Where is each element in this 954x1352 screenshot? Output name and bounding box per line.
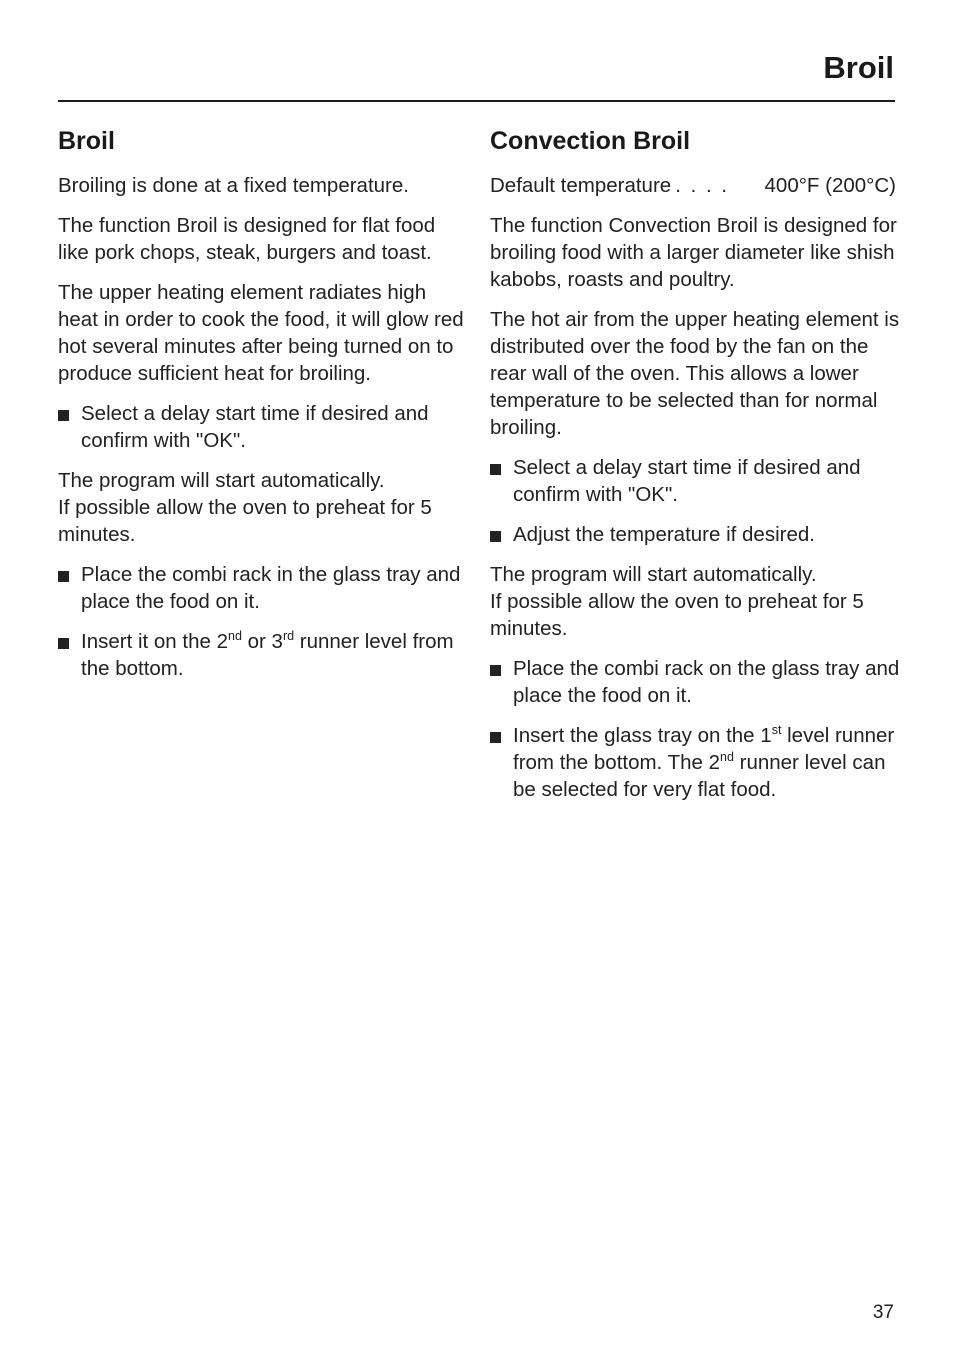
convection-broil-heading: Convection Broil <box>490 127 691 155</box>
broil-intro: Broiling is done at a fixed temperature. <box>58 174 409 197</box>
bullet-square-icon <box>58 571 69 582</box>
text-part: runner level from the bottom. <box>81 630 454 680</box>
leader-dots: . . . . <box>675 174 730 197</box>
default-temperature-value: 400°F (200°C) <box>764 174 896 197</box>
default-temperature-label: Default temperature <box>490 174 672 197</box>
program-start-text: The program will start automatically. <box>58 469 385 492</box>
text-part: Insert it on the 2 <box>81 630 229 653</box>
ordinal-suffix: nd <box>228 629 242 643</box>
bullet-text: Select a delay start time if desired and confirm with "OK". <box>81 402 429 452</box>
bullet-text <box>513 724 894 801</box>
page-header-title: Broil <box>823 50 894 85</box>
bullet-text: Place the combi rack on the glass tray and place the food on it. <box>513 657 900 707</box>
bullet-square-icon <box>490 665 501 676</box>
program-start-text: The program will start automatically. <box>490 563 817 586</box>
header-divider <box>58 100 895 102</box>
text-part: Insert the glass tray on the 1 <box>513 724 772 747</box>
broil-step-place-rack <box>58 561 468 615</box>
ordinal-suffix: rd <box>282 629 295 643</box>
bullet-text: Place the combi rack in the glass tray and place the food on it. <box>81 563 461 613</box>
preheat-text: If possible allow the oven to preheat for 5 minutes. <box>490 590 864 640</box>
ordinal-suffix: nd <box>720 750 734 764</box>
convection-step-adjust-temp <box>490 521 900 548</box>
default-temperature-line <box>490 172 896 199</box>
broil-section <box>58 123 468 695</box>
broil-program-note <box>58 467 468 548</box>
broil-description: The function Broil is designed for flat food like pork chops, steak, burgers and toast. <box>58 214 436 264</box>
text-part: or 3 <box>241 630 283 653</box>
bullet-square-icon <box>58 410 69 421</box>
bullet-square-icon <box>490 464 501 475</box>
convection-broil-description: The function Convection Broil is designed for broiling food with a larger diameter like shish kabobs, roasts and poultry. <box>490 214 897 291</box>
convection-hot-air-description: The hot air from the upper heating element is distributed over the food by the fan on the rear wall of the oven. This allows a lower temperature to be selected than for normal broiling. <box>490 308 900 439</box>
broil-heating-description: The upper heating element radiates high heat in order to cook the food, it will glow red hot several minutes after being turned on to produce sufficient heat for broiling. <box>58 281 464 385</box>
ordinal-suffix: st <box>771 723 782 737</box>
bullet-square-icon <box>58 638 69 649</box>
convection-step-place-rack <box>490 655 900 709</box>
bullet-square-icon <box>490 531 501 542</box>
convection-step-delay-start <box>490 454 900 508</box>
page-number: 37 <box>872 1302 894 1323</box>
bullet-text <box>81 630 454 680</box>
broil-heading: Broil <box>58 127 115 155</box>
convection-step-insert-level <box>490 722 900 803</box>
broil-step-insert-level <box>58 628 468 682</box>
bullet-square-icon <box>490 732 501 743</box>
bullet-text: Adjust the temperature if desired. <box>513 523 815 546</box>
convection-broil-section <box>490 123 900 816</box>
broil-step-delay-start <box>58 400 468 454</box>
preheat-text: If possible allow the oven to preheat for 5 minutes. <box>58 496 432 546</box>
text-part: level runner from the bottom. The 2 <box>513 724 895 774</box>
convection-program-note <box>490 561 900 642</box>
text-part: runner level can be selected for very flat food. <box>513 751 886 801</box>
bullet-text: Select a delay start time if desired and confirm with "OK". <box>513 456 861 506</box>
